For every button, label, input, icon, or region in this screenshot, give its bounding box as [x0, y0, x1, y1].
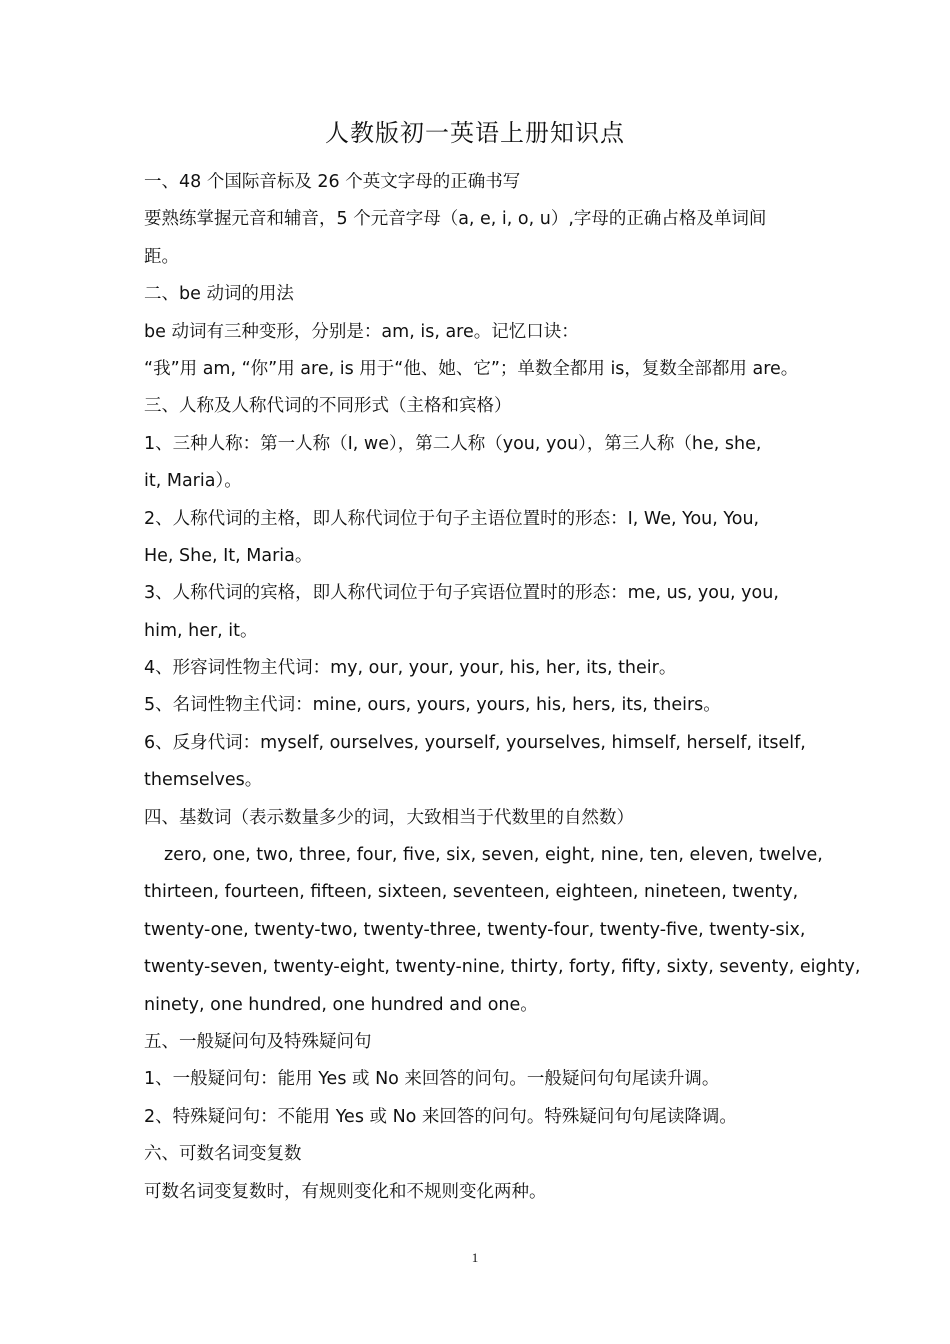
section-heading-phonetics: 一、48 个国际音标及 26 个英文字母的正确书写 [144, 172, 521, 192]
paragraph-line: zero, one, two, three, four, five, six, seven, eight, nine, ten, eleven, twelve, [164, 845, 823, 866]
paragraph-line: “我”用 am, “你”用 are, is 用于“他、她、它”；单数全都用 is，复数全部都用 are。 [144, 358, 799, 379]
page-number: 1 [471, 1250, 479, 1265]
section-heading-plural-nouns: 六、可数名词变复数 [144, 1144, 302, 1165]
paragraph-line: 3、人称代词的宾格，即人称代词位于句子宾语位置时的形态：me, us, you, you, [144, 583, 779, 604]
paragraph-line: 距。 [144, 246, 179, 267]
paragraph-line: be 动词有三种变形，分别是：am, is, are。记忆口诀： [144, 321, 579, 342]
paragraph-line: 6、反身代词：myself, ourselves, yourself, yourselves, himself, herself, itself, [144, 732, 806, 753]
paragraph-line: thirteen, fourteen, fifteen, sixteen, seventeen, eighteen, nineteen, twenty, [144, 882, 799, 903]
document-title: 人教版初一英语上册知识点 [325, 119, 625, 147]
paragraph-line: 2、人称代词的主格，即人称代词位于句子主语位置时的形态：I, We, You, You, [144, 508, 760, 529]
paragraph-line: it, Maria）。 [144, 471, 242, 492]
section-heading-be-verb: 二、be 动词的用法 [144, 284, 294, 305]
paragraph-line: 5、名词性物主代词：mine, ours, yours, yours, his, hers, its, theirs。 [144, 695, 721, 716]
paragraph-line: 1、三种人称：第一人称（I, we），第二人称（you, you），第三人称（he, she, [144, 433, 762, 454]
paragraph-line: 可数名词变复数时，有规则变化和不规则变化两种。 [144, 1181, 547, 1202]
paragraph-line: 4、形容词性物主代词：my, our, your, your, his, her, its, their。 [144, 658, 677, 679]
paragraph-line: twenty-one, twenty-two, twenty-three, twenty-four, twenty-five, twenty-six, [144, 919, 806, 940]
document-body [144, 164, 861, 1211]
paragraph-line: He, She, It, Maria。 [144, 545, 313, 566]
paragraph-line: themselves。 [144, 770, 263, 791]
paragraph-line: 2、特殊疑问句：不能用 Yes 或 No 来回答的问句。特殊疑问句句尾读降调。 [144, 1106, 737, 1127]
paragraph-line: twenty-seven, twenty-eight, twenty-nine, thirty, forty, fifty, sixty, seventy, eighty, [144, 957, 861, 978]
paragraph-line: 要熟练掌握元音和辅音，5 个元音字母（a, e, i, o, u）,字母的正确占格及单词间 [144, 209, 767, 230]
paragraph-line: him, her, it。 [144, 620, 258, 641]
paragraph-line: ninety, one hundred, one hundred and one。 [144, 994, 538, 1015]
paragraph-line: 1、一般疑问句：能用 Yes 或 No 来回答的问句。一般疑问句句尾读升调。 [144, 1069, 720, 1090]
section-heading-questions: 五、一般疑问句及特殊疑问句 [144, 1031, 372, 1052]
section-heading-pronouns: 三、人称及人称代词的不同形式（主格和宾格） [144, 396, 512, 417]
section-heading-cardinal-numbers: 四、基数词（表示数量多少的词，大致相当于代数里的自然数） [144, 807, 634, 828]
